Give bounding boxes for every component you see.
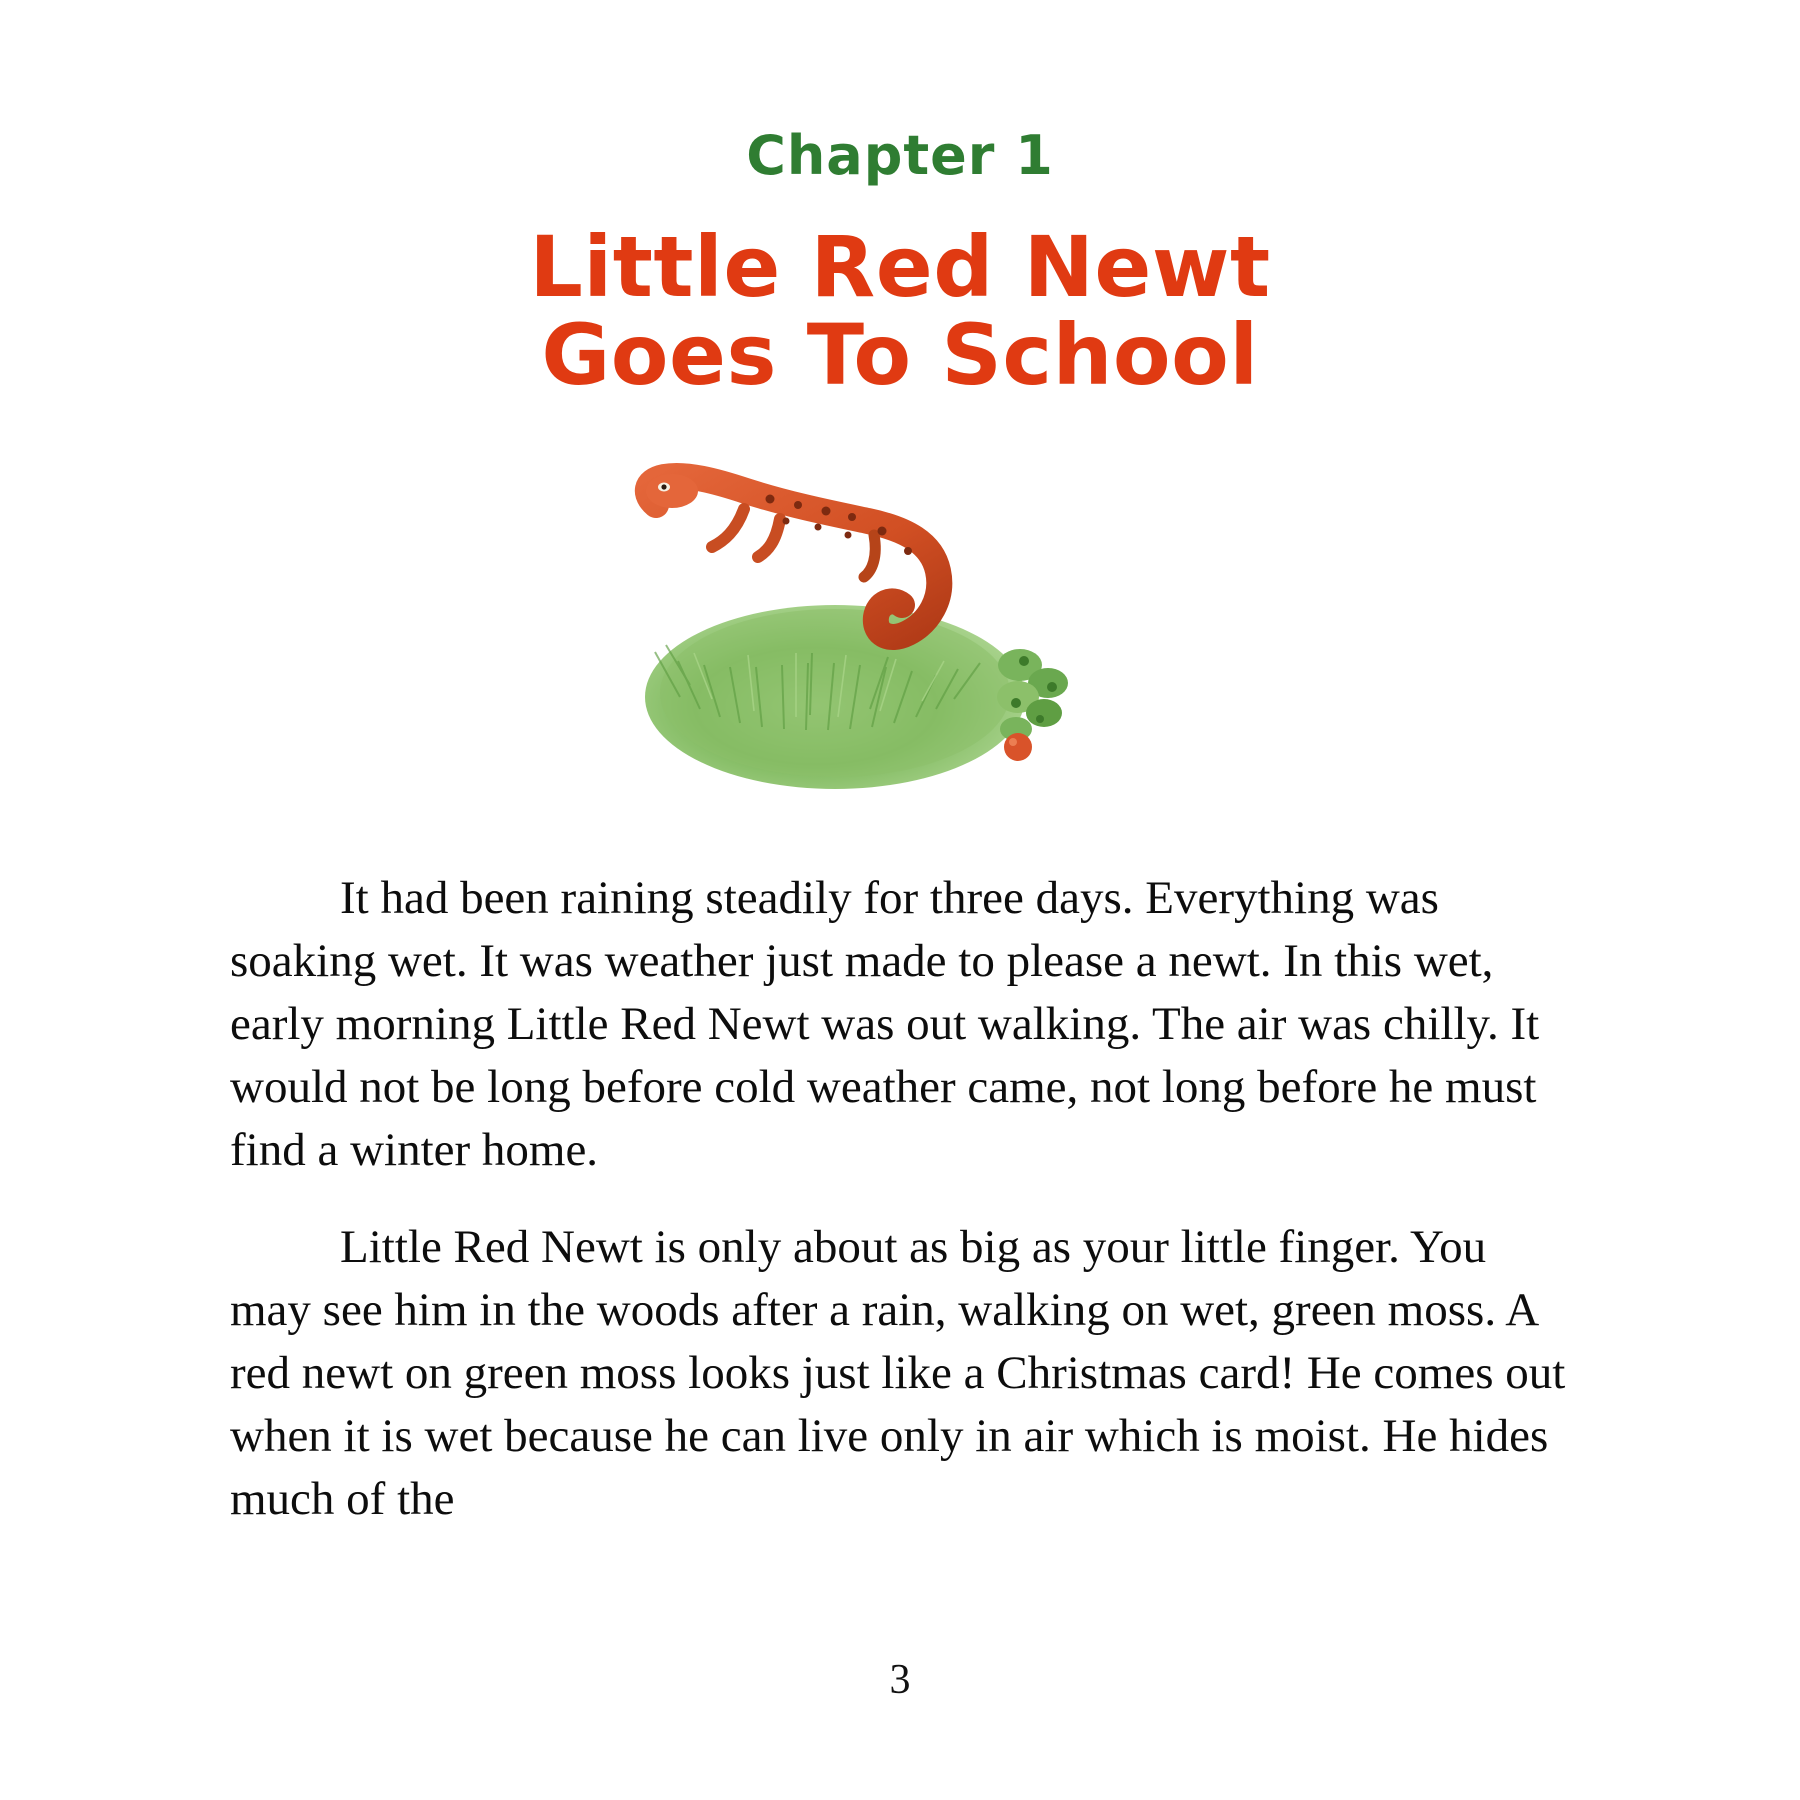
page-number: 3	[889, 1657, 911, 1703]
paragraph: It had been raining steadily for three days. Everything was soaking wet. It was weather just made to please a newt. In this wet, early morning Little Red Newt was out walking. The air was chilly. It would not be long before cold weather came, not long before he must find a winter home.	[230, 872, 1540, 1176]
red-newt-on-moss-illustration	[0, 447, 1800, 797]
title-line-1: Little Red Newt	[529, 217, 1271, 316]
paragraph: Little Red Newt is only about as big as your little finger. You may see him in the woods after a rain, walking on wet, green moss. A red newt on green moss looks just like a Christmas card! He comes out when it is wet because he can live only in air which is moist. He hides much of the	[230, 1220, 1566, 1525]
chapter-label: Chapter 1	[746, 124, 1054, 187]
page-title	[0, 185, 1800, 404]
body-text	[230, 797, 1570, 1531]
title-line-2: Goes To School	[541, 305, 1259, 404]
